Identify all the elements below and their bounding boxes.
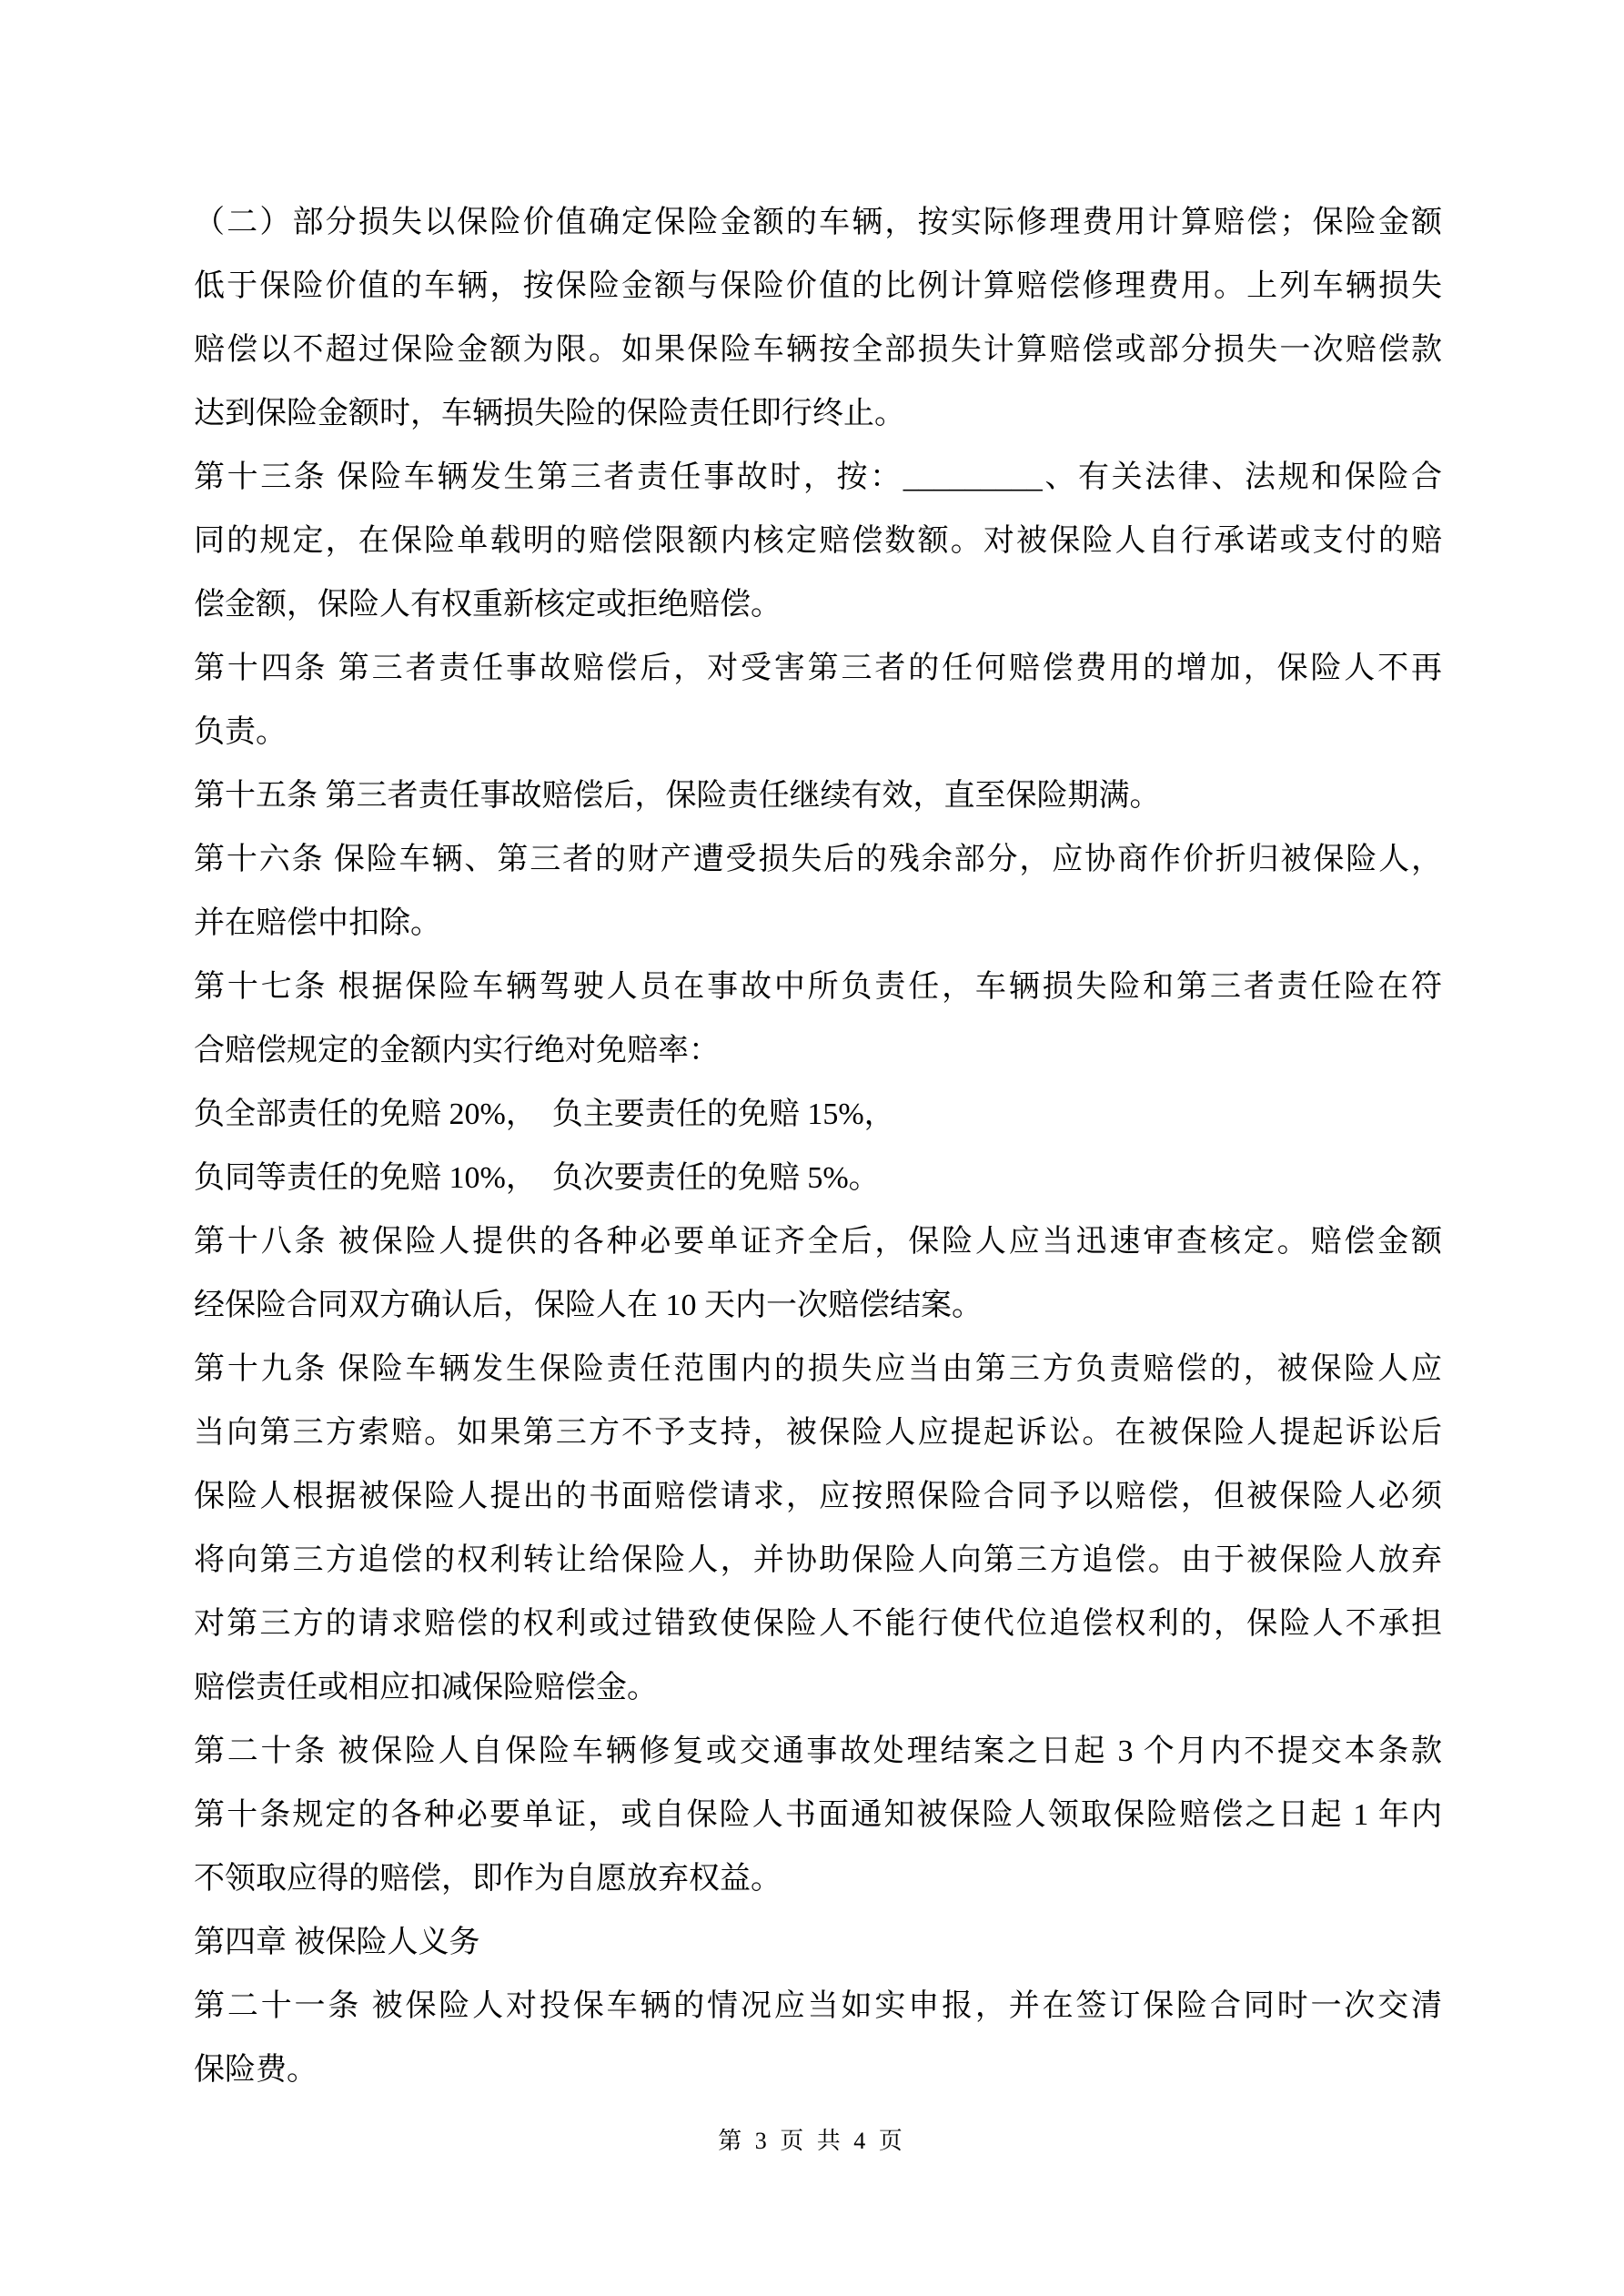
text-line: 并在赔偿中扣除。 [194,906,441,940]
text-line: （二）部分损失以保险价值确定保险金额的车辆，按实际修理费用计算赔偿；保险金额 [194,206,1442,239]
text-line: 第十六条 保险车辆、第三者的财产遭受损失后的残余部分，应协商作价折归被保险人， [194,843,1442,876]
text-line: 不领取应得的赔偿，即作为自愿放弃权益。 [194,1862,782,1896]
text-line: 保险人根据被保险人提出的书面赔偿请求，应按照保险合同予以赔偿，但被保险人必须 [194,1480,1442,1513]
page-footer: 第 3 页 共 4 页 [718,2128,906,2154]
text-line: 第十七条 根据保险车辆驾驶人员在事故中所负责任，车辆损失险和第三者责任险在符 [194,970,1442,1004]
text-line: 第十三条 保险车辆发生第三者责任事故时，按：_________、有关法律、法规和保险合 [194,460,1442,494]
text-line: 第二十条 被保险人自保险车辆修复或交通事故处理结案之日起 3 个月内不提交本条款 [194,1735,1442,1768]
text-line: 第十八条 被保险人提供的各种必要单证齐全后，保险人应当迅速审查核定。赔偿金额 [194,1225,1442,1259]
text-line: 合赔偿规定的金额内实行绝对免赔率： [194,1034,720,1067]
text-line: 第十五条 第三者责任事故赔偿后，保险责任继续有效，直至保险期满。 [194,779,1161,813]
text-line: 负全部责任的免赔 20%， 负主要责任的免赔 15%， [194,1097,895,1131]
text-line: 低于保险价值的车辆，按保险金额与保险价值的比例计算赔偿修理费用。上列车辆损失 [194,269,1442,303]
text-line: 经保险合同双方确认后，保险人在 10 天内一次赔偿结案。 [194,1289,983,1322]
text-line: 当向第三方索赔。如果第三方不予支持，被保险人应提起诉讼。在被保险人提起诉讼后 [194,1416,1442,1450]
text-line: 第十九条 保险车辆发生保险责任范围内的损失应当由第三方负责赔偿的，被保险人应 [194,1352,1442,1386]
text-line: 同的规定，在保险单载明的赔偿限额内核定赔偿数额。对被保险人自行承诺或支付的赔 [194,524,1442,558]
text-line: 第十条规定的各种必要单证，或自保险人书面通知被保险人领取保险赔偿之日起 1 年内 [194,1798,1442,1832]
text-line: 负责。 [194,715,287,749]
text-line: 第四章 被保险人义务 [194,1926,480,1959]
text-line: 对第三方的请求赔偿的权利或过错致使保险人不能行使代位追偿权利的，保险人不承担 [194,1607,1442,1641]
text-line: 负同等责任的免赔 10%， 负次要责任的免赔 5%。 [194,1161,880,1195]
text-line: 偿金额，保险人有权重新核定或拒绝赔偿。 [194,588,782,622]
document-body [194,191,1442,2102]
text-line: 保险费。 [194,2053,318,2087]
text-line: 第二十一条 被保险人对投保车辆的情况应当如实申报，并在签订保险合同时一次交清 [194,1989,1442,2023]
text-line: 赔偿责任或相应扣减保险赔偿金。 [194,1671,658,1704]
text-line: 达到保险金额时，车辆损失险的保险责任即行终止。 [194,397,905,430]
text-line: 赔偿以不超过保险金额为限。如果保险车辆按全部损失计算赔偿或部分损失一次赔偿款 [194,333,1442,367]
text-line: 第十四条 第三者责任事故赔偿后，对受害第三者的任何赔偿费用的增加，保险人不再 [194,652,1442,685]
text-line: 将向第三方追偿的权利转让给保险人，并协助保险人向第三方追偿。由于被保险人放弃 [194,1543,1442,1577]
